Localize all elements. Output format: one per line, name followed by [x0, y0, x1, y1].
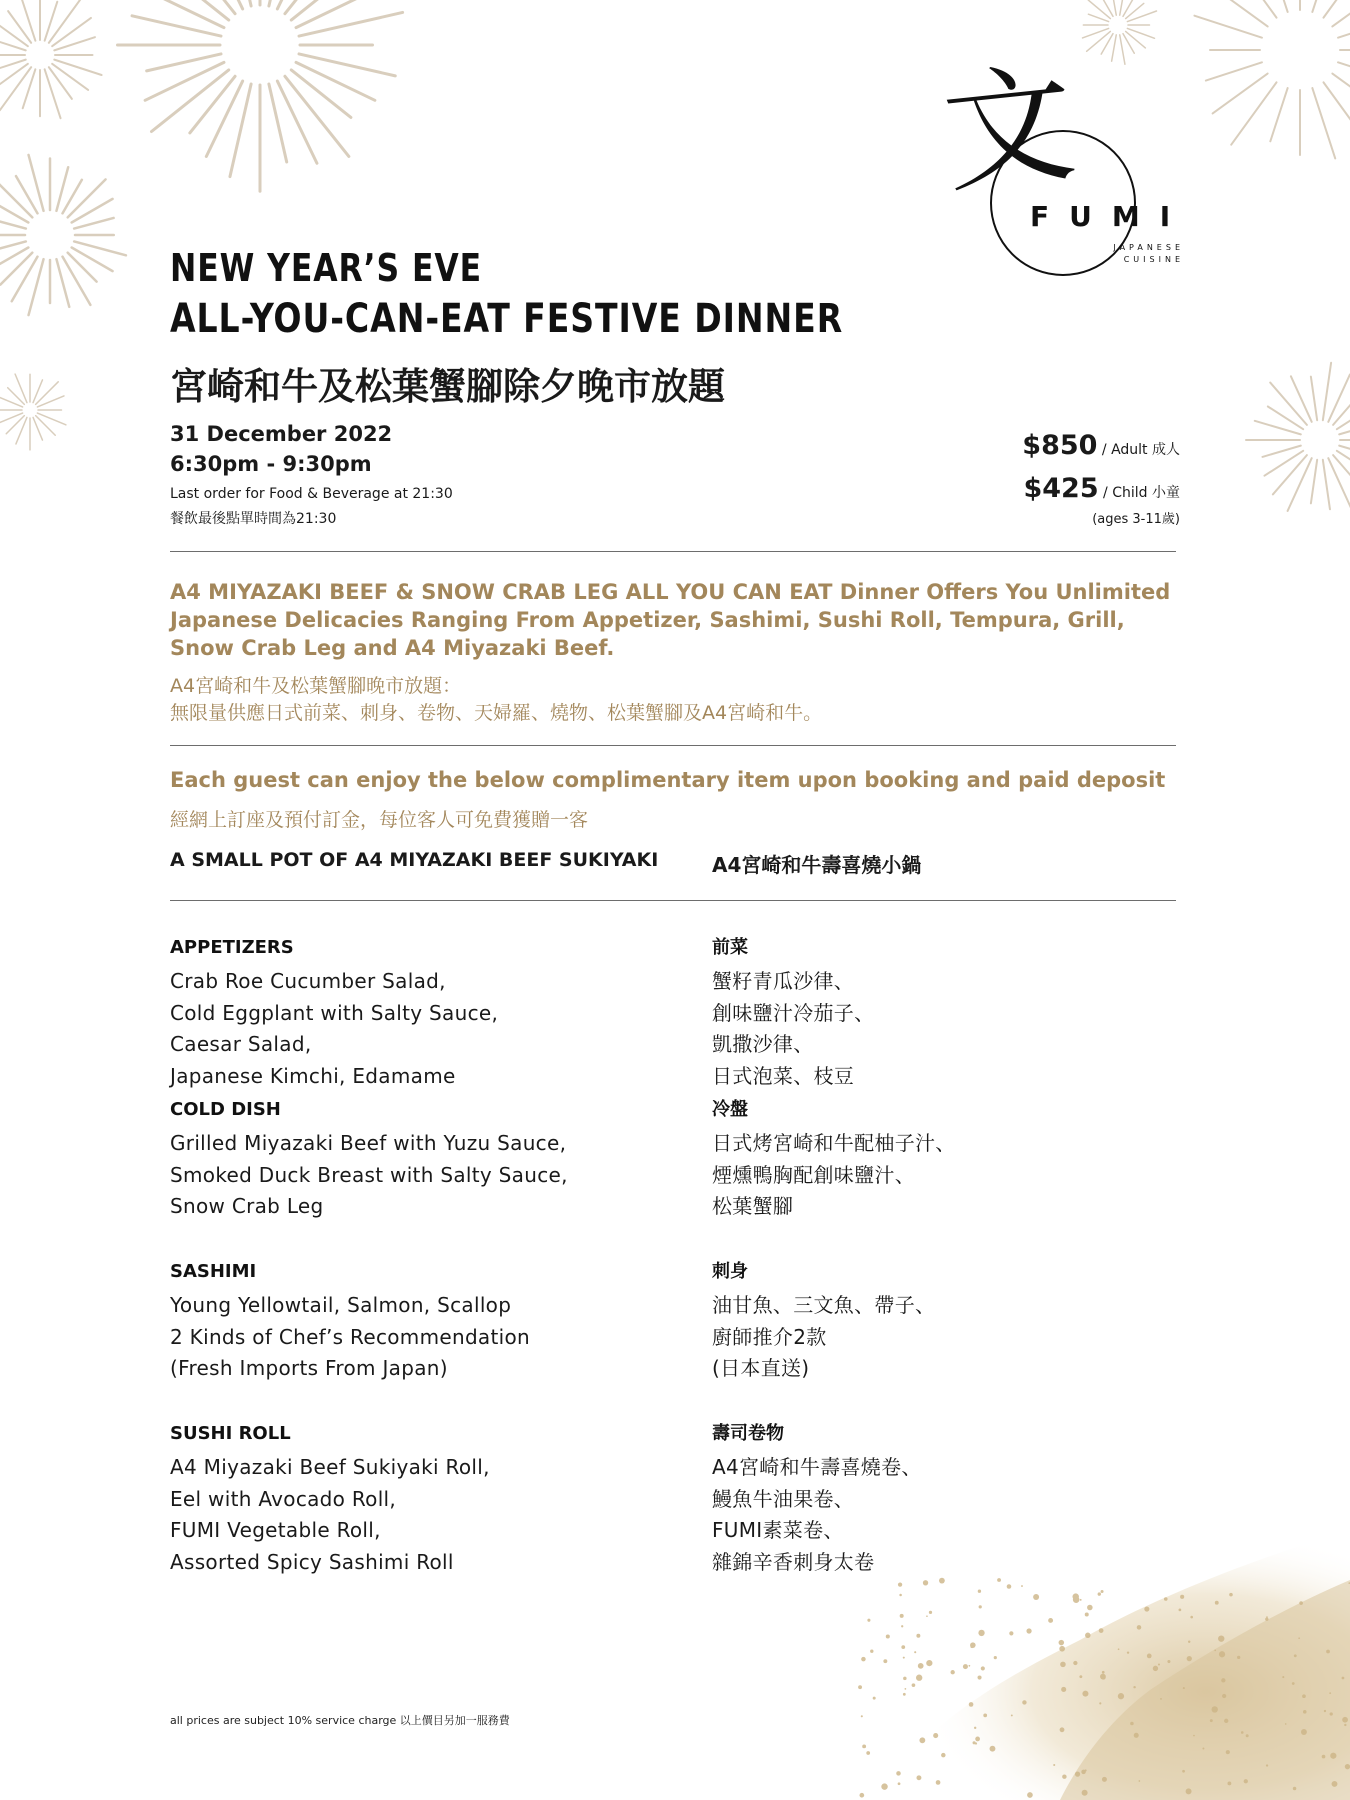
menu-column-chinese	[712, 936, 1172, 1578]
price-child-amount: $425	[1023, 473, 1099, 504]
menu-section-heading: COLD DISH	[170, 1099, 281, 1120]
page-title-line2: ALL-YOU-CAN-EAT FESTIVE DINNER	[170, 296, 844, 342]
menu-item: Grilled Miyazaki Beef with Yuzu Sauce,	[170, 1131, 567, 1155]
menu-section-heading: 冷盤	[712, 1099, 748, 1120]
menu-item: Assorted Spicy Sashimi Roll	[170, 1549, 454, 1574]
menu-item: FUMI Vegetable Roll,	[170, 1518, 381, 1542]
menu-section	[712, 1260, 1172, 1422]
menu-item: (Fresh Imports From Japan)	[170, 1356, 448, 1380]
price-adult	[1022, 430, 1180, 461]
menu-item: 日式烤宮崎和牛配柚子汁、	[712, 1131, 956, 1155]
menu-item: Eel with Avocado Roll,	[170, 1486, 397, 1511]
page-title-chinese: 宮崎和牛及松葉蟹腳除夕晚市放題	[170, 365, 725, 408]
menu-column-english	[170, 936, 690, 1578]
price-adult-amount: $850	[1022, 430, 1098, 461]
page-title-line1: NEW YEAR’S EVE	[170, 246, 483, 290]
logo-subtitle-line1: JAPANESE	[1113, 243, 1184, 252]
menu-item: 鰻魚牛油果卷、	[712, 1486, 855, 1511]
child-ages-note: (ages 3-11歲)	[1092, 512, 1180, 527]
menu-item: Young Yellowtail, Salmon, Scallop	[170, 1293, 512, 1317]
price-child-unit: / Child 小童	[1098, 485, 1180, 501]
menu-item: Caesar Salad,	[170, 1032, 312, 1056]
menu-section-heading: 壽司卷物	[712, 1423, 784, 1444]
menu-item: Cold Eggplant with Salty Sauce,	[170, 1000, 499, 1025]
divider	[170, 551, 1176, 552]
menu-section	[170, 936, 690, 1098]
menu-item: 松葉蟹腳	[712, 1194, 794, 1218]
menu-item: (日本直送)	[712, 1356, 810, 1380]
logo-subtitle-line2: CUISINE	[1123, 255, 1184, 264]
price-adult-unit: / Adult 成人	[1097, 442, 1180, 458]
complimentary-item: A SMALL POT OF A4 MIYAZAKI BEEF SUKIYAKI	[170, 849, 659, 871]
menu-item: 油甘魚、三文魚、帶子、	[712, 1293, 936, 1317]
last-order-note-chinese: 餐飲最後點單時間為21:30	[170, 511, 337, 527]
intro-description-chinese-line2: 無限量供應日式前菜、刺身、卷物、天婦羅、燒物、松葉蟹腳及A4宮崎和牛。	[170, 702, 823, 724]
complimentary-item-chinese: A4宮崎和牛壽喜燒小鍋	[712, 853, 922, 877]
menu-section	[170, 1422, 690, 1578]
menu-item: 煙燻鴨胸配創味鹽汁、	[712, 1162, 915, 1187]
intro-description-chinese-line1: A4宮崎和牛及松葉蟹腳晚市放題：	[170, 675, 462, 697]
menu-section-heading: SASHIMI	[170, 1261, 257, 1282]
menu-item: FUMI素菜卷、	[712, 1518, 844, 1542]
logo-calligraphy-mark: 文	[936, 46, 1082, 212]
divider	[170, 900, 1176, 901]
menu-item: 雜錦辛香刺身太卷	[712, 1549, 875, 1574]
complimentary-note: Each guest can enjoy the below complimentary item upon booking and paid deposit	[170, 768, 1166, 792]
menu-section-heading: APPETIZERS	[170, 937, 294, 958]
menu-section	[712, 1422, 1172, 1578]
logo-subtitle	[1113, 242, 1184, 266]
menu-section-heading: SUSHI ROLL	[170, 1423, 291, 1444]
menu-item: Crab Roe Cucumber Salad,	[170, 969, 446, 993]
last-order-note: Last order for Food & Beverage at 21:30	[170, 486, 453, 502]
menu-section-heading: 前菜	[712, 937, 748, 958]
menu-section-heading: 刺身	[712, 1261, 748, 1282]
menu-item: Smoked Duck Breast with Salty Sauce,	[170, 1162, 568, 1187]
divider	[170, 745, 1176, 746]
menu-section	[712, 1098, 1172, 1260]
price-child	[1023, 473, 1180, 504]
menu-section	[170, 1260, 690, 1422]
menu-item: 日式泡菜、枝豆	[712, 1063, 855, 1088]
complimentary-note-chinese: 經網上訂座及預付訂金，每位客人可免費獲贈一客	[170, 809, 589, 831]
event-time: 6:30pm - 9:30pm	[170, 452, 372, 476]
menu-item: 廚師推介2款	[712, 1324, 827, 1349]
fumi-logo	[930, 46, 1191, 280]
intro-description: A4 MIYAZAKI BEEF & SNOW CRAB LEG ALL YOU CAN EAT Dinner Offers You Unlimited Japanese Delicacies Ranging From Appetizer, Sashimi, Sushi Roll, Tempura, Grill, Snow Crab Leg and A4 Miyazaki Beef.	[170, 580, 1171, 660]
menu-item: Japanese Kimchi, Edamame	[170, 1063, 456, 1088]
menu-item: 凱撒沙律、	[712, 1032, 814, 1056]
menu-item: Snow Crab Leg	[170, 1194, 324, 1218]
menu-item: A4宮崎和牛壽喜燒卷、	[712, 1455, 922, 1479]
logo-wordmark: FUMI	[1030, 200, 1191, 233]
menu-section	[170, 1098, 690, 1260]
menu-item: 蟹籽青瓜沙律、	[712, 969, 855, 993]
service-charge-note: all prices are subject 10% service charge 以上價目另加一服務費	[170, 1714, 510, 1727]
menu-item: 2 Kinds of Chef’s Recommendation	[170, 1324, 530, 1349]
event-date: 31 December 2022	[170, 422, 393, 446]
menu-item: A4 Miyazaki Beef Sukiyaki Roll,	[170, 1455, 490, 1479]
menu-item: 創味鹽汁冷茄子、	[712, 1000, 875, 1025]
menu-section	[712, 936, 1172, 1098]
